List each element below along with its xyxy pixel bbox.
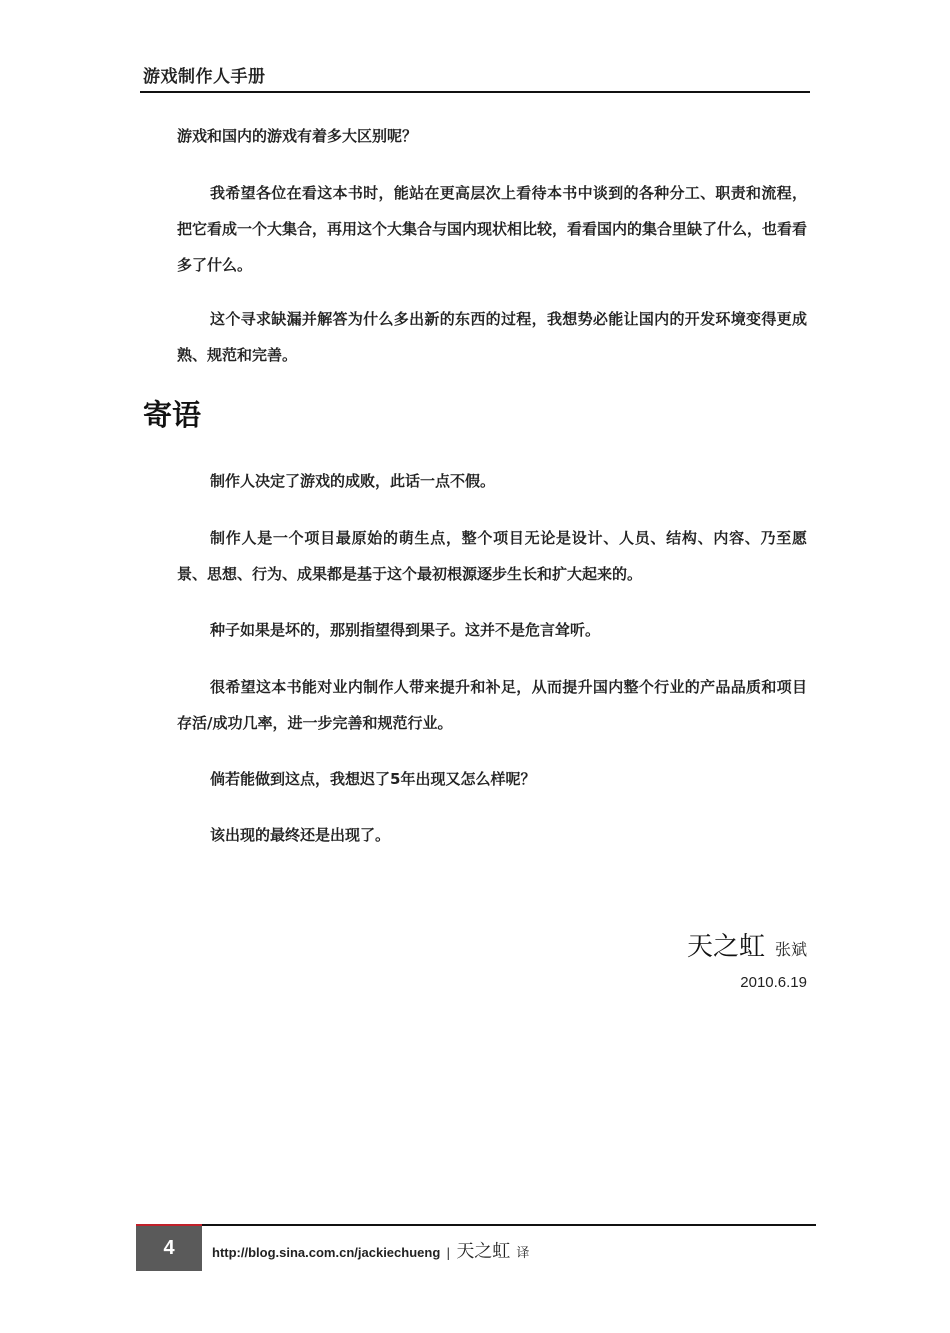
signature-pen-name: 天之虹	[686, 932, 765, 962]
section-paragraph-6: 该出现的最终还是出现了。	[210, 826, 391, 844]
section-paragraph-4: 很希望这本书能对业内制作人带来提升和补足，从而提升国内整个行业的产品品质和项目存活/成功几率，进一步完善和规范行业。	[177, 678, 807, 732]
section-heading: 寄语	[143, 398, 202, 432]
intro-paragraph-1: 游戏和国内的游戏有着多大区别呢？	[177, 127, 418, 145]
header-divider	[140, 91, 810, 93]
intro-paragraph-2: 我希望各位在看这本书时，能站在更高层次上看待本书中谈到的各种分工、职责和流程，把它看成一个大集合，再用这个大集合与国内现状相比较，看看国内的集合里缺了什么，也看看多了什么。	[177, 184, 808, 274]
section-paragraph-3: 种子如果是坏的，那别指望得到果子。这并不是危言耸听。	[210, 621, 601, 639]
footer-author: 天之虹	[456, 1241, 511, 1262]
footer-credits	[212, 1237, 529, 1263]
section-paragraph-5: 倘若能做到这点，我想迟了5年出现又怎么样呢？	[210, 770, 536, 788]
footer-separator: |	[446, 1246, 451, 1260]
footer-blog-link[interactable]: http://blog.sina.com.cn/jackiechueng	[212, 1245, 441, 1260]
section-paragraph-1: 制作人决定了游戏的成败，此话一点不假。	[210, 472, 496, 490]
section-paragraph-2: 制作人是一个项目最原始的萌生点，整个项目无论是设计、人员、结构、内容、乃至愿景、思想、行为、成果都是基于这个最初根源逐步生长和扩大起来的。	[177, 529, 807, 583]
footer-role: 译	[516, 1246, 530, 1261]
page-number: 4	[136, 1226, 202, 1271]
header-title: 游戏制作人手册	[143, 67, 266, 87]
signature-real-name: 张斌	[774, 940, 807, 959]
signature-date: 2010.6.19	[740, 974, 807, 991]
footer-divider	[136, 1224, 816, 1226]
intro-paragraph-3: 这个寻求缺漏并解答为什么多出新的东西的过程，我想势必能让国内的开发环境变得更成熟、规范和完善。	[177, 310, 807, 364]
signature	[687, 926, 807, 963]
